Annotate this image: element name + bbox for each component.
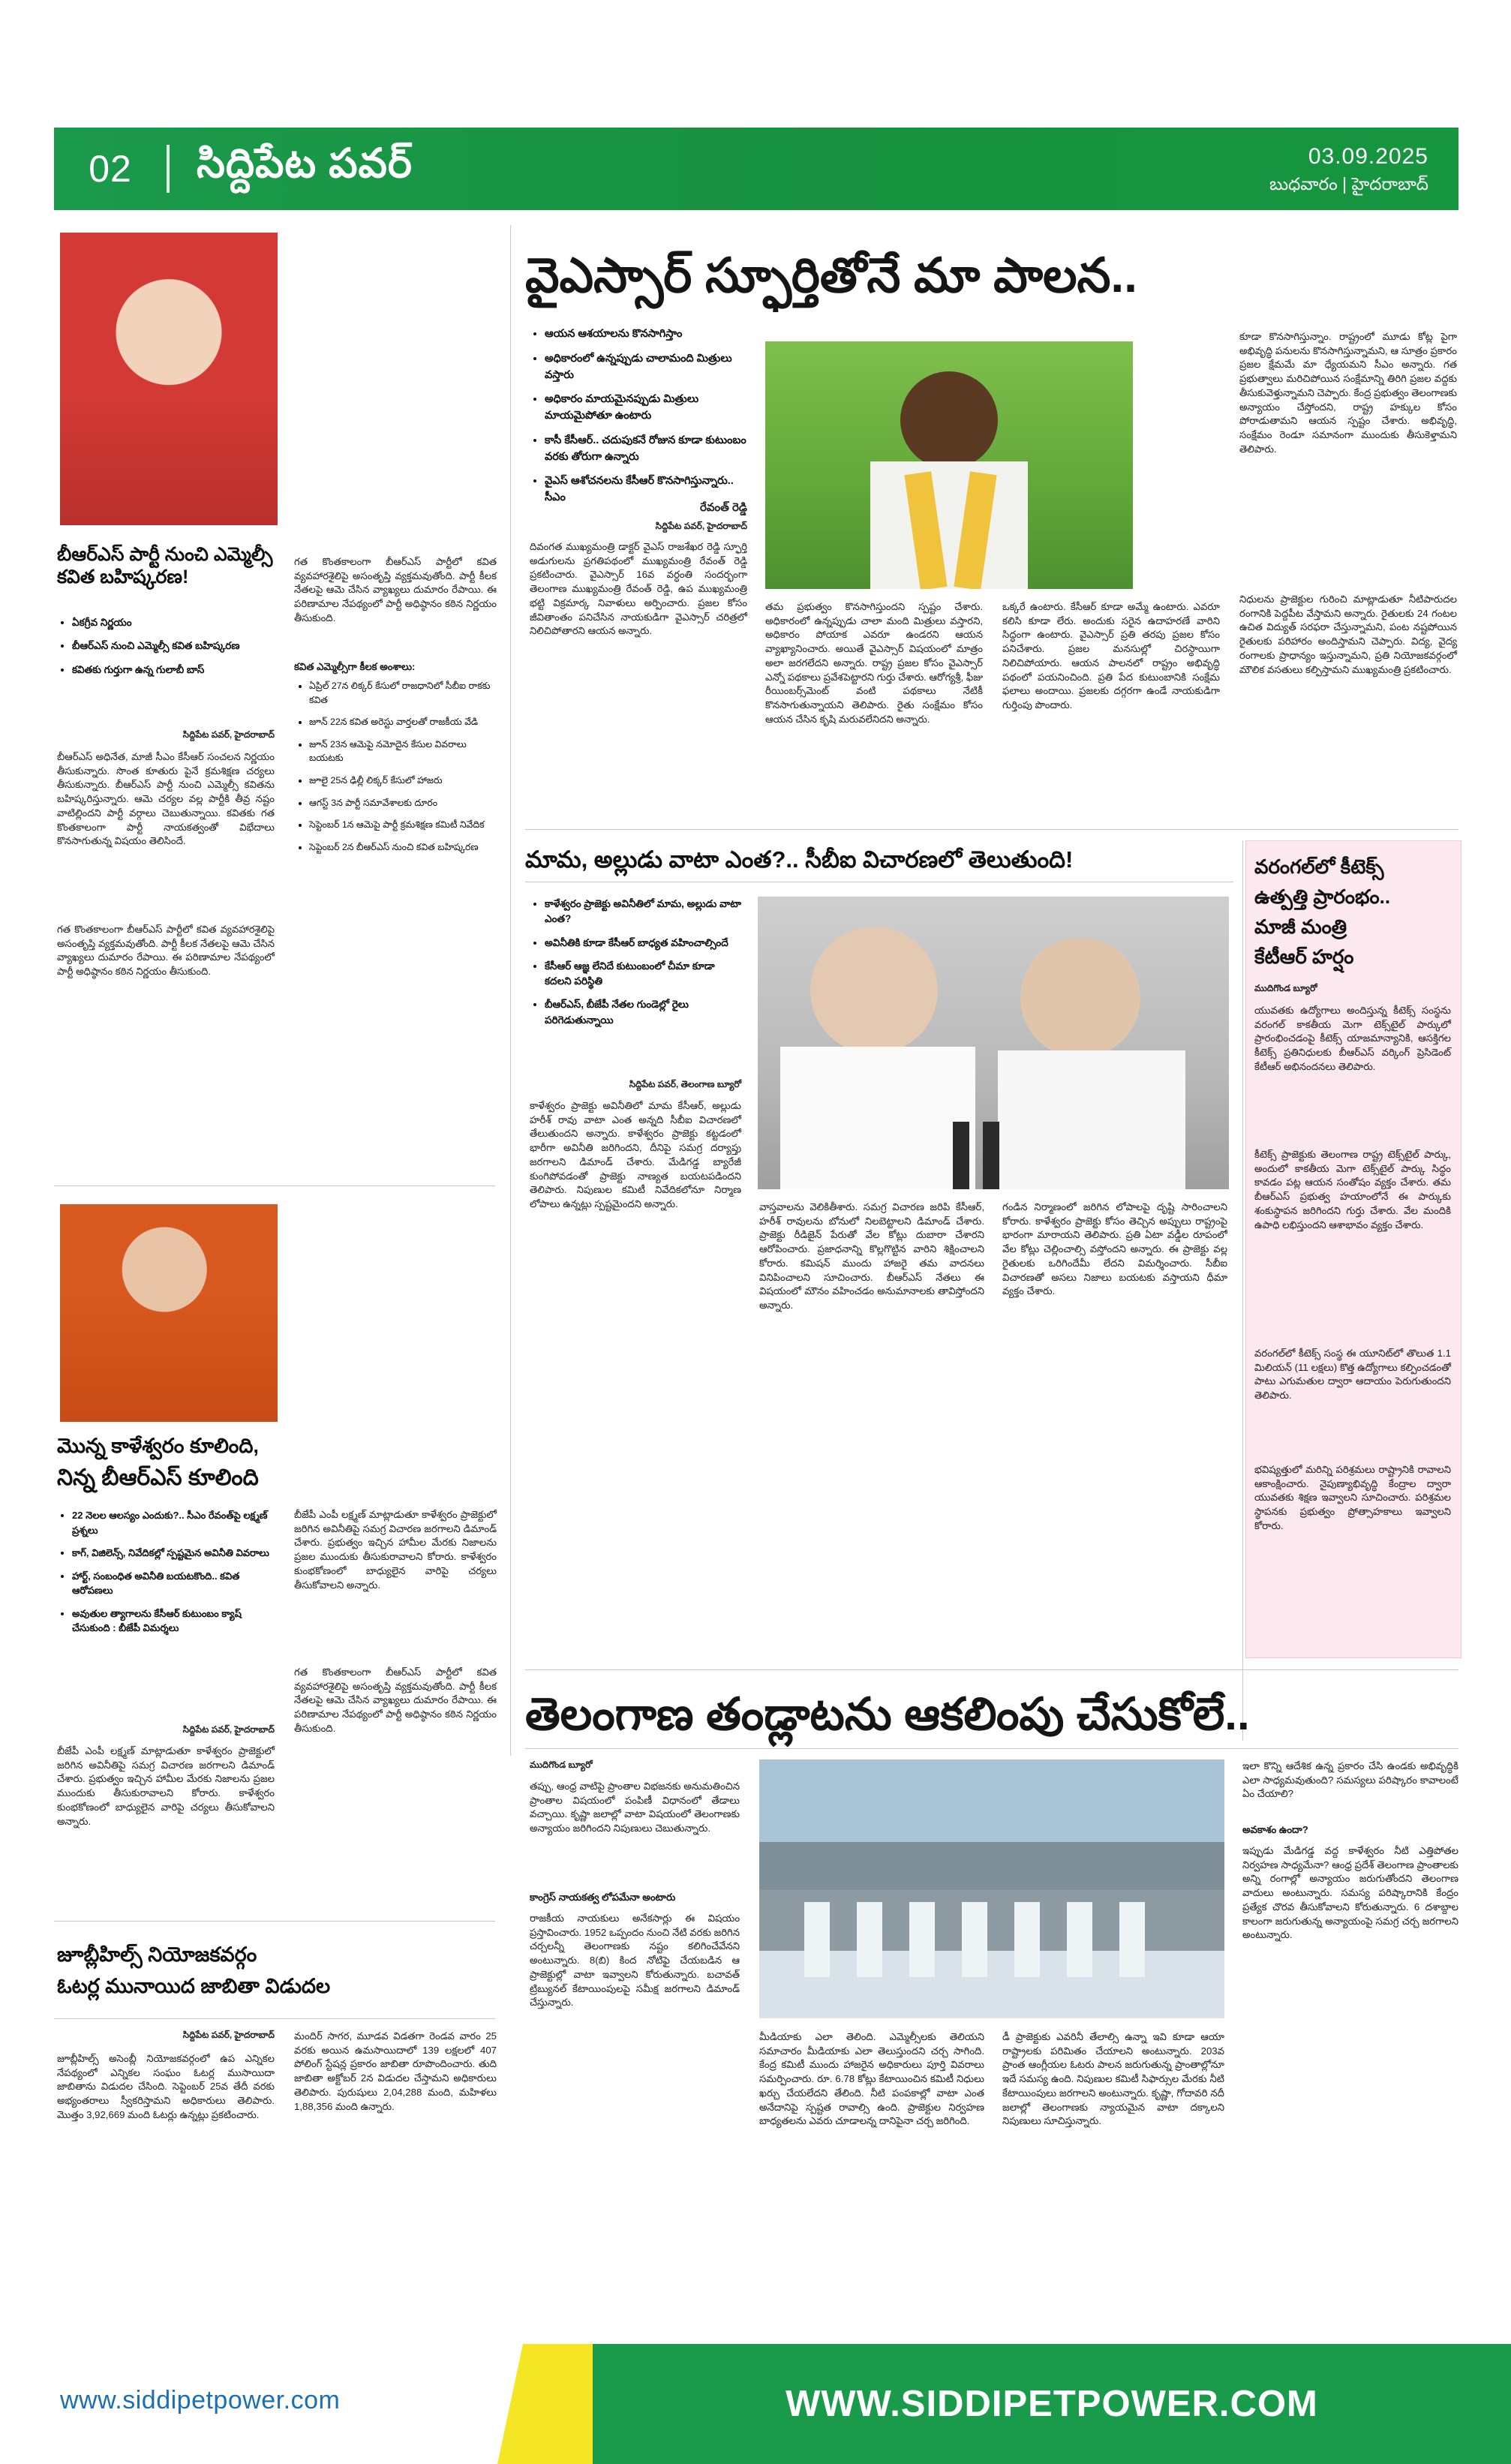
warangal-headline-2: ఉత్పత్తి ప్రారంభం.. <box>1254 885 1391 908</box>
warangal-byline: ముదిగొండ బ్యూరో <box>1254 983 1317 993</box>
list-item: • 22 నెలల ఆలస్యం ఎందుకు?.. సీఎం రేవంత్‌పై లక్ష్మణ్ ప్రశ్నలు <box>72 1508 275 1537</box>
page-number: 02 <box>89 148 132 190</box>
warangal-body-3: వరంగల్‌లో కీటెక్స్ సంస్థ ఈ యూనిట్‌లో తొలుత 1.1 మిలియన్ (11 లక్షలు) కొత్త ఉద్యోగాలు కల్పించడంతో పాటు ఎగుమతుల ద్వారా ఆదాయం పెరుగుతుందని తెలిపారు. <box>1254 1348 1451 1402</box>
warangal-headline-4: కేటీఆర్ హర్షం <box>1254 945 1354 968</box>
lead-bullets <box>530 326 747 515</box>
list-item: • సెప్టెంబర్ 2న బీఆర్ఎస్ నుంచి కవిత బహిష్కరణ <box>309 840 497 855</box>
laxman-bullets <box>57 1508 275 1644</box>
list-item: • అధికారం మాయమైనప్పుడు మిత్రులు మాయమైపోతూ ఉంటారు <box>545 392 747 425</box>
masthead <box>54 128 1458 210</box>
list-item: • ఏప్రిల్ 27న లిక్కర్ కేసులో రాజధానిలో సీబీఐ రాకకు కవిత <box>309 679 497 707</box>
warangal-body-2: కీటెక్స్ ప్రాజెక్టుకు తెలంగాణ రాష్ట్ర టెక్స్‌టైల్ పార్కు, అందులో కాకతీయ మెగా టెక్స్‌టైల్ పార్కు సిద్ధం కావడం పట్ల ఆయన సంతోషం వ్యక్తం చేశారు. తమ బీఆర్ఎస్ ప్రభుత్వ హయాంలోనే ఈ పార్కుకు శంకుస్థాపన జరిగిందని గుర్తు చేశారు. వేల మందికి ఉపాధి లభిస్తుందని ఆశాభావం వ్యక్తం చేశారు. <box>1254 1149 1451 1230</box>
kavitha-byline: సిద్దిపేట పవర్, హైదరాబాద్ <box>182 729 275 740</box>
dam-photo <box>759 1759 1224 2018</box>
jubileehills-byline: సిద్దిపేట పవర్, హైదరాబాద్ <box>182 2030 275 2040</box>
masthead-date-block <box>1269 142 1458 196</box>
list-item: • బీఆర్ఎస్, బీజేపీ నేతల గుండెల్లో రైలు పరిగెడుతున్నాయి <box>545 997 741 1028</box>
telangana-col5-subhead: అవకాశం ఉందా? <box>1242 1824 1308 1835</box>
jubileehills-headline-line1: జూబ్లీహిల్స్ నియోజకవర్గం <box>57 1943 257 1966</box>
telangana-col2: రాజకీయ నాయకులు అనేకసార్లు ఈ విషయం ప్రస్తావించారు. 1952 ఒప్పందం నుంచి నేటి వరకు జరిగిన చర్చలన్నీ తెలంగాణకు నష్టం కలిగించేవేనని అంటున్నారు. 8(బి) కింద నోటిఫై చేయబడిన ఆ ప్రాజెక్టుల్లో వాటా ఇవ్వాలని కోరుతున్నారు. బచావత్ ట్రిబ్యునల్ కేటాయింపులపై సమీక్ష జరగాలని డిమాండ్ చేస్తున్నారు. <box>530 1913 740 2009</box>
lead-col5: నిధులను ప్రాజెక్టుల గురించి మాట్లాడుతూ నీటిపారుదల రంగానికి పెద్దపీట వేస్తామని అన్నారు. రైతులకు 24 గంటల ఉచిత విద్యుత్ సరఫరా చేస్తున్నామని, పంట నష్టపోయిన రైతులకు పరిహారం అందిస్తామని చెప్పారు. విద్య, వైద్య రంగాలకు ప్రాధాన్యం ఇస్తున్నామని, ప్రతి నియోజకవర్గంలో మౌలిక వసతులు కల్పిస్తామని ముఖ్యమంత్రి ప్రకటించారు. <box>1239 593 1457 675</box>
telangana-col1: తప్పు, ఆంధ్ర వాటిపై ప్రాంతాల విభజనకు అనుమతించిన ప్రాంతాల విషయంలో పంపిణీ విధానంలో తేడాలు వచ్చాయి. కృష్ణా జలాల్లో వాటా విషయంలో తెలంగాణకు అన్యాయం జరిగిందని నిపుణులు చెబుతున్నారు. <box>530 1780 740 1834</box>
mama-col2: వాస్తవాలను వెలికితీశారు. సమగ్ర విచారణ జరిపి కేసీఆర్, హరీశ్ రావులను బోనులో నిలబెట్టాలని డిమాండ్ చేశారు. ప్రాజెక్టు రీడిజైన్ పేరుతో వేల కోట్లు దుబారా చేశారని ఆరోపించారు. ప్రజాధనాన్ని కొల్లగొట్టిన వారిని శిక్షించాలని కోరారు. కమిషన్ ముందు హాజరై తమ వాదనలు వినిపించాలని సూచించారు. బీఆర్ఎస్ నేతలు ఈ విషయంలో మౌనం వహించడం అనుమానాలకు తావిస్తోందని అన్నారు. <box>759 1201 984 1312</box>
masthead-date: 03.09.2025 <box>1308 144 1428 170</box>
list-item: • జూలై 25న ఢిల్లీ లిక్కర్ కేసులో హాజరు <box>309 774 497 788</box>
kavitha-para2: గత కొంతకాలంగా బీఆర్ఎస్ పార్టీలో కవిత వ్యవహారశైలిపై అసంతృప్తి వ్యక్తమవుతోంది. పార్టీ కీలక నేతలపై ఆమె చేసిన వ్యాఖ్యలు దుమారం రేపాయి. ఈ పరిణామాల నేపథ్యంలో పార్టీ అధిష్ఠానం కఠిన నిర్ణయం తీసుకుంది. <box>57 924 275 978</box>
list-item: • అవుతుల త్యాగాలను కేసీఆర్ కుటుంబం క్యాష్ చేసుకుంది : బీజేపీ విమర్శలు <box>72 1606 275 1636</box>
list-item: • జూన్ 23న ఆమెపై నమోదైన కేసుల వివరాలు బయటకు <box>309 738 497 765</box>
list-item: • అధికారంలో ఉన్నప్పుడు చాలామంది మిత్రులు వస్తారు <box>545 351 747 384</box>
masthead-subline: బుధవారం | హైదరాబాద్ <box>1269 173 1428 194</box>
list-item: • కవితకు గుర్తుగా ఉన్న గులాబీ బాస్ <box>72 663 275 678</box>
kavitha-sub-section-title: కవిత ఎమ్మెల్సీగా కీలక అంశాలు: <box>294 661 416 672</box>
list-item: • ఏకగ్రీవ నిర్ణయం <box>72 615 275 630</box>
warangal-headline-1: వరంగల్‌లో కీటెక్స్ <box>1254 855 1384 878</box>
revanth-photo <box>765 341 1133 589</box>
list-item: • జూన్ 22న కవిత అరెస్టు వార్తలతో రాజకీయ వేడి <box>309 715 497 729</box>
mama-col1: కాళేశ్వరం ప్రాజెక్టు అవినీతిలో మామ కేసీఆర్, అల్లుడు హరీశ్ రావు వాటా ఎంత అన్నది సీబీఐ విచారణలో తేలుతుందని అన్నారు. కాళేశ్వరం ప్రాజెక్టు కట్టడంలో భారీగా అవినీతి జరిగిందని, దీనిపై సమగ్ర దర్యాప్తు జరగాలని డిమాండ్ చేశారు. మేడిగడ్డ బ్యారేజీ కుంగిపోవడంతో ప్రాజెక్టు నాణ్యత బయటపడిందని తెలిపారు. నిపుణుల కమిటీ నివేదికలోనూ నిర్మాణ లోపాలు ఉన్నట్లు స్పష్టమైందని అన్నారు. <box>530 1100 741 1210</box>
list-item: • కాసీ కేసీఆర్.. చదుపుకనే రోజున కూడా కుటుంబం వరకు తోరుగా ఉన్నారు <box>545 433 747 466</box>
kavitha-headline: బీఆర్ఎస్ పార్టీ నుంచి ఎమ్మెల్సీ కవిత బహిష్కరణ! <box>57 544 273 587</box>
section-rule <box>525 1669 1458 1670</box>
warangal-body-4: భవిష్యత్తులో మరిన్ని పరిశ్రమలు రాష్ట్రానికి రావాలని ఆకాంక్షించారు. నైపుణ్యాభివృద్ధి కేంద్రాల ద్వారా యువతకు శిక్షణ ఇవ్వాలని సూచించారు. పరిశ్రమల స్థాపనకు ప్రభుత్వం ప్రోత్సాహకాలు ఇవ్వాలని కోరారు. <box>1254 1464 1451 1531</box>
footer-url-right: WWW.SIDDIPETPOWER.COM <box>786 2384 1318 2424</box>
section-rule <box>54 1921 495 1922</box>
kavitha-para1: బీఆర్ఎస్ అధినేత, మాజీ సీఎం కేసీఆర్ సంచలన నిర్ణయం తీసుకున్నారు. సొంత కూతురు పైనే క్రమశిక్షణ చర్యలు తీసుకున్నారు. బీఆర్ఎస్ పార్టీ నుంచి ఎమ్మెల్సీ కవితను బహిష్కరిస్తున్నారు. ఆమె చర్యల వల్ల పార్టీకి తీవ్ర నష్టం వాటిల్లిందని పార్టీ వర్గాలు చెబుతున్నాయి. కవితకు గత కొంతకాలంగా పార్టీ నాయకత్వంతో విభేదాలు కొనసాగుతున్న విషయం తెలిసిందే. <box>57 751 275 847</box>
list-item: • ఆగస్ట్ 3న పార్టీ సమావేశాలకు దూరం <box>309 796 497 810</box>
masthead-divider <box>167 145 170 193</box>
telangana-col4: డీ ప్రాజెక్టుకు ఎవరినీ తేలాల్సి ఉన్నా ఇవి కూడా ఆయా రాష్ట్రాలకు పరిమితం చేయాలని అంటున్నారు. 203వ ప్రాంత ఆంగ్లీయల ఓటరు పాలన జరుగుతున్న ప్రాంతాల్లోనూ ఇదే సమస్య ఉంది. నిపుణుల కమిటీ సిఫార్సుల మేరకు నీటి కేటాయింపులు జరగాలని అంటున్నారు. కృష్ణా, గోదావరి నదీ జలాల్లో తెలంగాణకు న్యాయమైన వాటా దక్కాలని నిపుణులు సూచిస్తున్నారు. <box>1002 2031 1224 2127</box>
kavitha-bullets <box>57 615 275 686</box>
warangal-headline-3: మాజీ మంత్రి <box>1254 915 1347 938</box>
laxman-headline-line1: మొన్న కాళేశ్వరం కూలింది, <box>57 1435 259 1457</box>
telangana-byline: ముదిగొండ బ్యూరో <box>530 1759 593 1770</box>
jubileehills-para1: జూబ్లీహిల్స్ అసెంబ్లీ నియోజకవర్గంలో ఉప ఎన్నికల నేపథ్యంలో ఎన్నికల సంఘం ఓటర్ల ముసాయిదా జాబితాను విడుదల చేసింది. సెప్టెంబర్ 25వ తేదీ వరకు అభ్యంతరాలు స్వీకరిస్తామని అధికారులు తెలిపారు. మొత్తం 3,92,669 మంది ఓటర్లు ఉన్నట్లు ప్రకటించారు. <box>57 2053 275 2120</box>
warangal-body-1: యువతకు ఉద్యోగాలు అందిస్తున్న కీటెక్స్ సంస్థను వరంగల్ కాకతీయ మెగా టెక్స్‌టైల్ పార్కులో ప్రారంభించడంపై కీటెక్స్ యాజమాన్యానికి, ఆసక్తిగల కీటెక్స్ ప్రతినిధులకు బీఆర్ఎస్ వర్కింగ్ ప్రెసిడెంట్ కేటీఆర్ అభినందనలు తెలిపారు. <box>1254 1005 1451 1072</box>
lead-col2: తమ ప్రభుత్వం కొనసాగిస్తుందని స్పష్టం చేశారు. అధికారంలో ఉన్నప్పుడు చాలా మంది మిత్రులు వస్తారని, అధికారం పోయాక ఎవరూ ఉండరని ఆయన వ్యాఖ్యానించారు. అయితే వైఎస్సార్ విషయంలో మాత్రం అలా జరగలేదని అన్నారు. రాష్ట్ర ప్రజల కోసం వైఎస్సార్ ఎన్నో పథకాలు ప్రవేశపెట్టారని గుర్తు చేశారు. ఆరోగ్యశ్రీ, ఫీజు రీయింబర్స్‌మెంట్ వంటి పథకాలు నేటికీ కొనసాగుతున్నాయని తెలిపారు. రైతు సంక్షేమం కోసం ఆయన చేసిన కృషి మరువలేనిదని అన్నారు. <box>765 601 983 725</box>
column-rule <box>510 225 511 1756</box>
lead-col1: దివంగత ముఖ్యమంత్రి డాక్టర్ వైఎస్ రాజశేఖర రెడ్డి స్ఫూర్తి అడుగులను ప్రగతిపథంలో ముఖ్యమంత్రి రేవంత్ రెడ్డి ప్రకటించారు. వైఎస్సార్ 16వ వర్ధంతి సందర్భంగా తెలంగాణ ముఖ్యమంత్రి రేవంత్ రెడ్డి, ఉప ముఖ్యమంత్రి భట్టి విక్రమార్క నివాళులు అర్పించారు. ప్రజల కోసం జీవితాంతం పనిచేసిన నాయకుడిగా వైఎస్సార్ చరిత్రలో నిలిచిపోతారని ఆయన అన్నారు. <box>530 541 747 637</box>
lead-col3: ఒక్కరే ఉంటారు. కేసీఆర్ కూడా అమ్మే ఉంటారు. ఎవరూ కలిసి కూడా లేరు. అందుకు సరైన ఉదాహరణే వారిని సిద్ధంగా ఉంటారు. వైఎస్సార్ ప్రతి తరపు ప్రజల కోసం పనిచేశారు. ప్రజల మనసుల్లో చిరస్థాయిగా నిలిచిపోయారు. ఆయన పాలనలో రాష్ట్రం అభివృద్ధి పథంలో పయనించింది. ప్రతి పేద కుటుంబానికి సంక్షేమ ఫలాలు అందాయి. ప్రజలకు దగ్గరగా ఉండే నాయకుడిగా గుర్తింపు పొందారు. <box>1002 601 1220 711</box>
telangana-col5: ఇలా కొన్ని ఆదేశిక ఉన్న ప్రకారం చేసి ఉండకు అభివృద్ధికి ఎలా సాధ్యమవుతుంది? సమస్యలు పరిష్కారం కావాలంటే ఏం చేయాలి? <box>1242 1760 1458 1800</box>
kavitha-para-col2: గత కొంతకాలంగా బీఆర్ఎస్ పార్టీలో కవిత వ్యవహారశైలిపై అసంతృప్తి వ్యక్తమవుతోంది. పార్టీ కీలక నేతలపై ఆమె చేసిన వ్యాఖ్యలు దుమారం రేపాయి. ఈ పరిణామాల నేపథ్యంలో పార్టీ అధిష్ఠానం కఠిన నిర్ణయం తీసుకుంది. <box>294 556 497 624</box>
column-rule <box>1242 840 1243 1741</box>
footer-url-banner[interactable] <box>593 2344 1511 2464</box>
mama-bullets <box>530 897 741 1036</box>
lead-speaker-name: రేవంత్ రెడ్డి <box>700 501 747 514</box>
telangana-col3: మీడియాకు ఎలా తెలింది. ఎమ్మెల్సీలకు తెలియని సమాచారం మీడియాకు ఎలా తెలుస్తుందని చర్చ సాగింది. కేంద్ర కమిటీ ముందు హాజరైన అధికారులు పూర్తి వివరాలు సమర్పించారు. రూ. 6.78 కోట్లు కేటాయించిన కమిటీ నిధులు ఖర్చు చేయలేదని తేలింది. నీటి పంపకాల్లో వాటా ఎంత అనేదానిపై స్పష్టత రావాల్సి ఉంది. ప్రాజెక్టుల నిర్వహణ బాధ్యతలను ఎవరు చూడాలన్న దానిపైనా చర్చ జరిగింది. <box>759 2031 984 2127</box>
section-rule <box>525 829 1458 830</box>
section-rule <box>54 2018 495 2019</box>
list-item: • కాళేశ్వరం ప్రాజెక్టు అవినీతిలో మామ, అల్లుడు వాటా ఎంత? <box>545 897 741 927</box>
laxman-byline: సిద్దిపేట పవర్, హైదరాబాద్ <box>182 1724 275 1735</box>
telangana-headline: తెలంగాణ తండ్లాటను ఆకలింపు చేసుకోలే.. <box>525 1689 1250 1739</box>
list-item: • వైఎస్ ఆశోచనలను కేసీఆర్ కొనసాగిస్తున్నారు.. సీఎం <box>545 473 747 506</box>
kavitha-sub-bullets <box>294 679 497 862</box>
footer-url-left[interactable]: www.siddipetpower.com <box>60 2386 341 2414</box>
telangana-col5-body: ఇప్పుడు మేడిగడ్డ వద్ద కాళేశ్వరం నీటి ఎత్తిపోతల నిర్వహణ సాధ్యమేనా? ఆంధ్ర ప్రదేశ్ తెలంగాణ ప్రాంతాలకు అన్ని రంగాల్లో అన్యాయం జరుగుతోందని తెలంగాణ వాదులు అంటున్నారు. సమస్య పరిష్కారానికి కేంద్రం ప్రత్యేక చొరవ తీసుకోవాలని కోరుతున్నారు. 6 దశాబ్దాల కాలంగా జరుగుతున్న అన్యాయంపై సమగ్ర చర్చ జరగాలని అంటున్నారు. <box>1242 1845 1458 1941</box>
laxman-para: బీజేపీ ఎంపీ లక్ష్మణ్ మాట్లాడుతూ కాళేశ్వరం ప్రాజెక్టులో జరిగిన అవినీతిపై సమగ్ర విచారణ జరగాలని డిమాండ్ చేశారు. ప్రభుత్వం ఇచ్చిన హామీల మేరకు నిజాలను ప్రజల ముందుకు తీసుకురావాలని కోరారు. కాళేశ్వరం కుంభకోణంలో బాధ్యులైన వారిపై చర్యలు తీసుకోవాలని అన్నారు. <box>57 1745 275 1827</box>
mama-headline: మామ, అల్లుడు వాటా ఎంత?.. సీబీఐ విచారణలో తెలుతుంది! <box>525 846 1074 873</box>
mama-byline: సిద్దిపేట పవర్, తెలంగాణ బ్యూరో <box>629 1079 741 1089</box>
jubileehills-para2: మందిర్ సాగర, మూడవ విడతగా రెండవ వారం 25 వరకు అయిన ఉమసాయిదాలో 139 లక్షలలో 407 పోలింగ్ స్టేషన్ల ప్రకారం జాబితా రూపొందించారు. తుది జాబితా అక్టోబర్ 2న విడుదల చేస్తామని అధికారులు తెలిపారు. పురుషులు 2,04,288 మంది, మహిళలు 1,88,356 మంది ఉన్నారు. <box>294 2030 497 2112</box>
jubileehills-headline-line2: ఓటర్ల మునాయిద జాబితా విడుదల <box>57 1975 331 1997</box>
lead-headline: వైఎస్సార్ స్ఫూర్తితోనే మా పాలన.. <box>525 248 1137 302</box>
telangana-subhead: కాంగ్రెస్ నాయకత్వ లోపమేనా అంటారు <box>530 1892 676 1903</box>
list-item: • హార్ట్, సంబంధిత అవినీతి బయటకొంది.. కవిత ఆరోపణలు <box>72 1569 275 1598</box>
section-rule <box>525 1748 1458 1749</box>
laxman-headline-line2: నిన్న బీఆర్ఎస్ కూలింది <box>57 1465 259 1490</box>
list-item: • సెప్టెంబర్ 1న ఆమెపై పార్టీ క్రమశిక్షణ కమిటీ నివేదిక <box>309 818 497 832</box>
lead-byline: సిద్దిపేట పవర్, హైదరాబాద్ <box>655 521 747 531</box>
list-item: • అవినీతికి కూడా కేసీఆర్ బాధ్యత వహించాల్సిందే <box>545 936 741 951</box>
lead-col4: కూడా కొనసాగిస్తున్నాం. రాష్ట్రంలో మూడు కోట్ల పైగా అభివృద్ధి పనులను కొనసాగిస్తున్నామని, ఆ సూత్రం ప్రకారం ప్రజల క్షేమమే మా ధ్యేయమని సీఎం అన్నారు. గత ప్రభుత్వాలు మరిచిపోయిన సంక్షేమాన్ని తిరిగి ప్రజల వద్దకు తీసుకువెళ్తున్నామని చెప్పారు. కేంద్ర ప్రభుత్వం తెలంగాణకు అన్యాయం చేస్తోందని, రాష్ట్ర హక్కుల కోసం పోరాడుతామని ఆయన స్పష్టం చేశారు. అభివృద్ధి, సంక్షేమం రెండూ సమానంగా ముందుకు తీసుకెళ్తామని తెలిపారు. <box>1239 331 1457 455</box>
kcr-harish-photo <box>758 897 1229 1189</box>
list-item: • కేసీఆర్ ఆజ్ఞ లేనిదే కుటుంబంలో చీమా కూడా కదలని పరిస్థితి <box>545 959 741 990</box>
list-item: • కాగ్, విజిలెన్స్, నివేదికల్లో స్పష్టమైన అవినీతి వివరాలు <box>72 1546 275 1561</box>
list-item: • బీఆర్ఎస్ నుంచి ఎమ్మెల్సీ కవిత బహిష్కరణ <box>72 639 275 654</box>
masthead-title: సిద్దిపేట పవర్ <box>197 141 413 186</box>
mama-col3: గండిన నిర్మాణంలో జరిగిన లోపాలపై దృష్టి సారించాలని కోరారు. కాళేశ్వరం ప్రాజెక్టు కోసం తెచ్చిన అప్పులు రాష్ట్రంపై భారంగా మారాయని తెలిపారు. ప్రతి ఏటా వడ్డీల రూపంలో వేల కోట్లు చెల్లించాల్సి వస్తోందని అన్నారు. ఈ ప్రాజెక్టు వల్ల రైతులకు ఒరిగిందేమీ లేదని విమర్శించారు. సీబీఐ విచారణతో అసలు నిజాలు బయటకు వస్తాయని ధీమా వ్యక్తం చేశారు. <box>1002 1201 1227 1297</box>
section-rule <box>54 1185 495 1186</box>
laxman-para-col2b: గత కొంతకాలంగా బీఆర్ఎస్ పార్టీలో కవిత వ్యవహారశైలిపై అసంతృప్తి వ్యక్తమవుతోంది. పార్టీ కీలక నేతలపై ఆమె చేసిన వ్యాఖ్యలు దుమారం రేపాయి. ఈ పరిణామాల నేపథ్యంలో పార్టీ అధిష్ఠానం కఠిన నిర్ణయం తీసుకుంది. <box>294 1666 497 1734</box>
list-item: • ఆయన ఆశయాలను కొనసాగిస్తాం <box>545 326 747 343</box>
laxman-photo <box>60 1204 278 1422</box>
laxman-para-col2: బీజేపీ ఎంపీ లక్ష్మణ్ మాట్లాడుతూ కాళేశ్వరం ప్రాజెక్టులో జరిగిన అవినీతిపై సమగ్ర విచారణ జరగాలని డిమాండ్ చేశారు. ప్రభుత్వం ఇచ్చిన హామీల మేరకు నిజాలను ప్రజల ముందుకు తీసుకురావాలని కోరారు. కాళేశ్వరం కుంభకోణంలో బాధ్యులైన వారిపై చర్యలు తీసుకోవాలని అన్నారు. <box>294 1509 497 1591</box>
kavitha-photo <box>60 233 278 525</box>
